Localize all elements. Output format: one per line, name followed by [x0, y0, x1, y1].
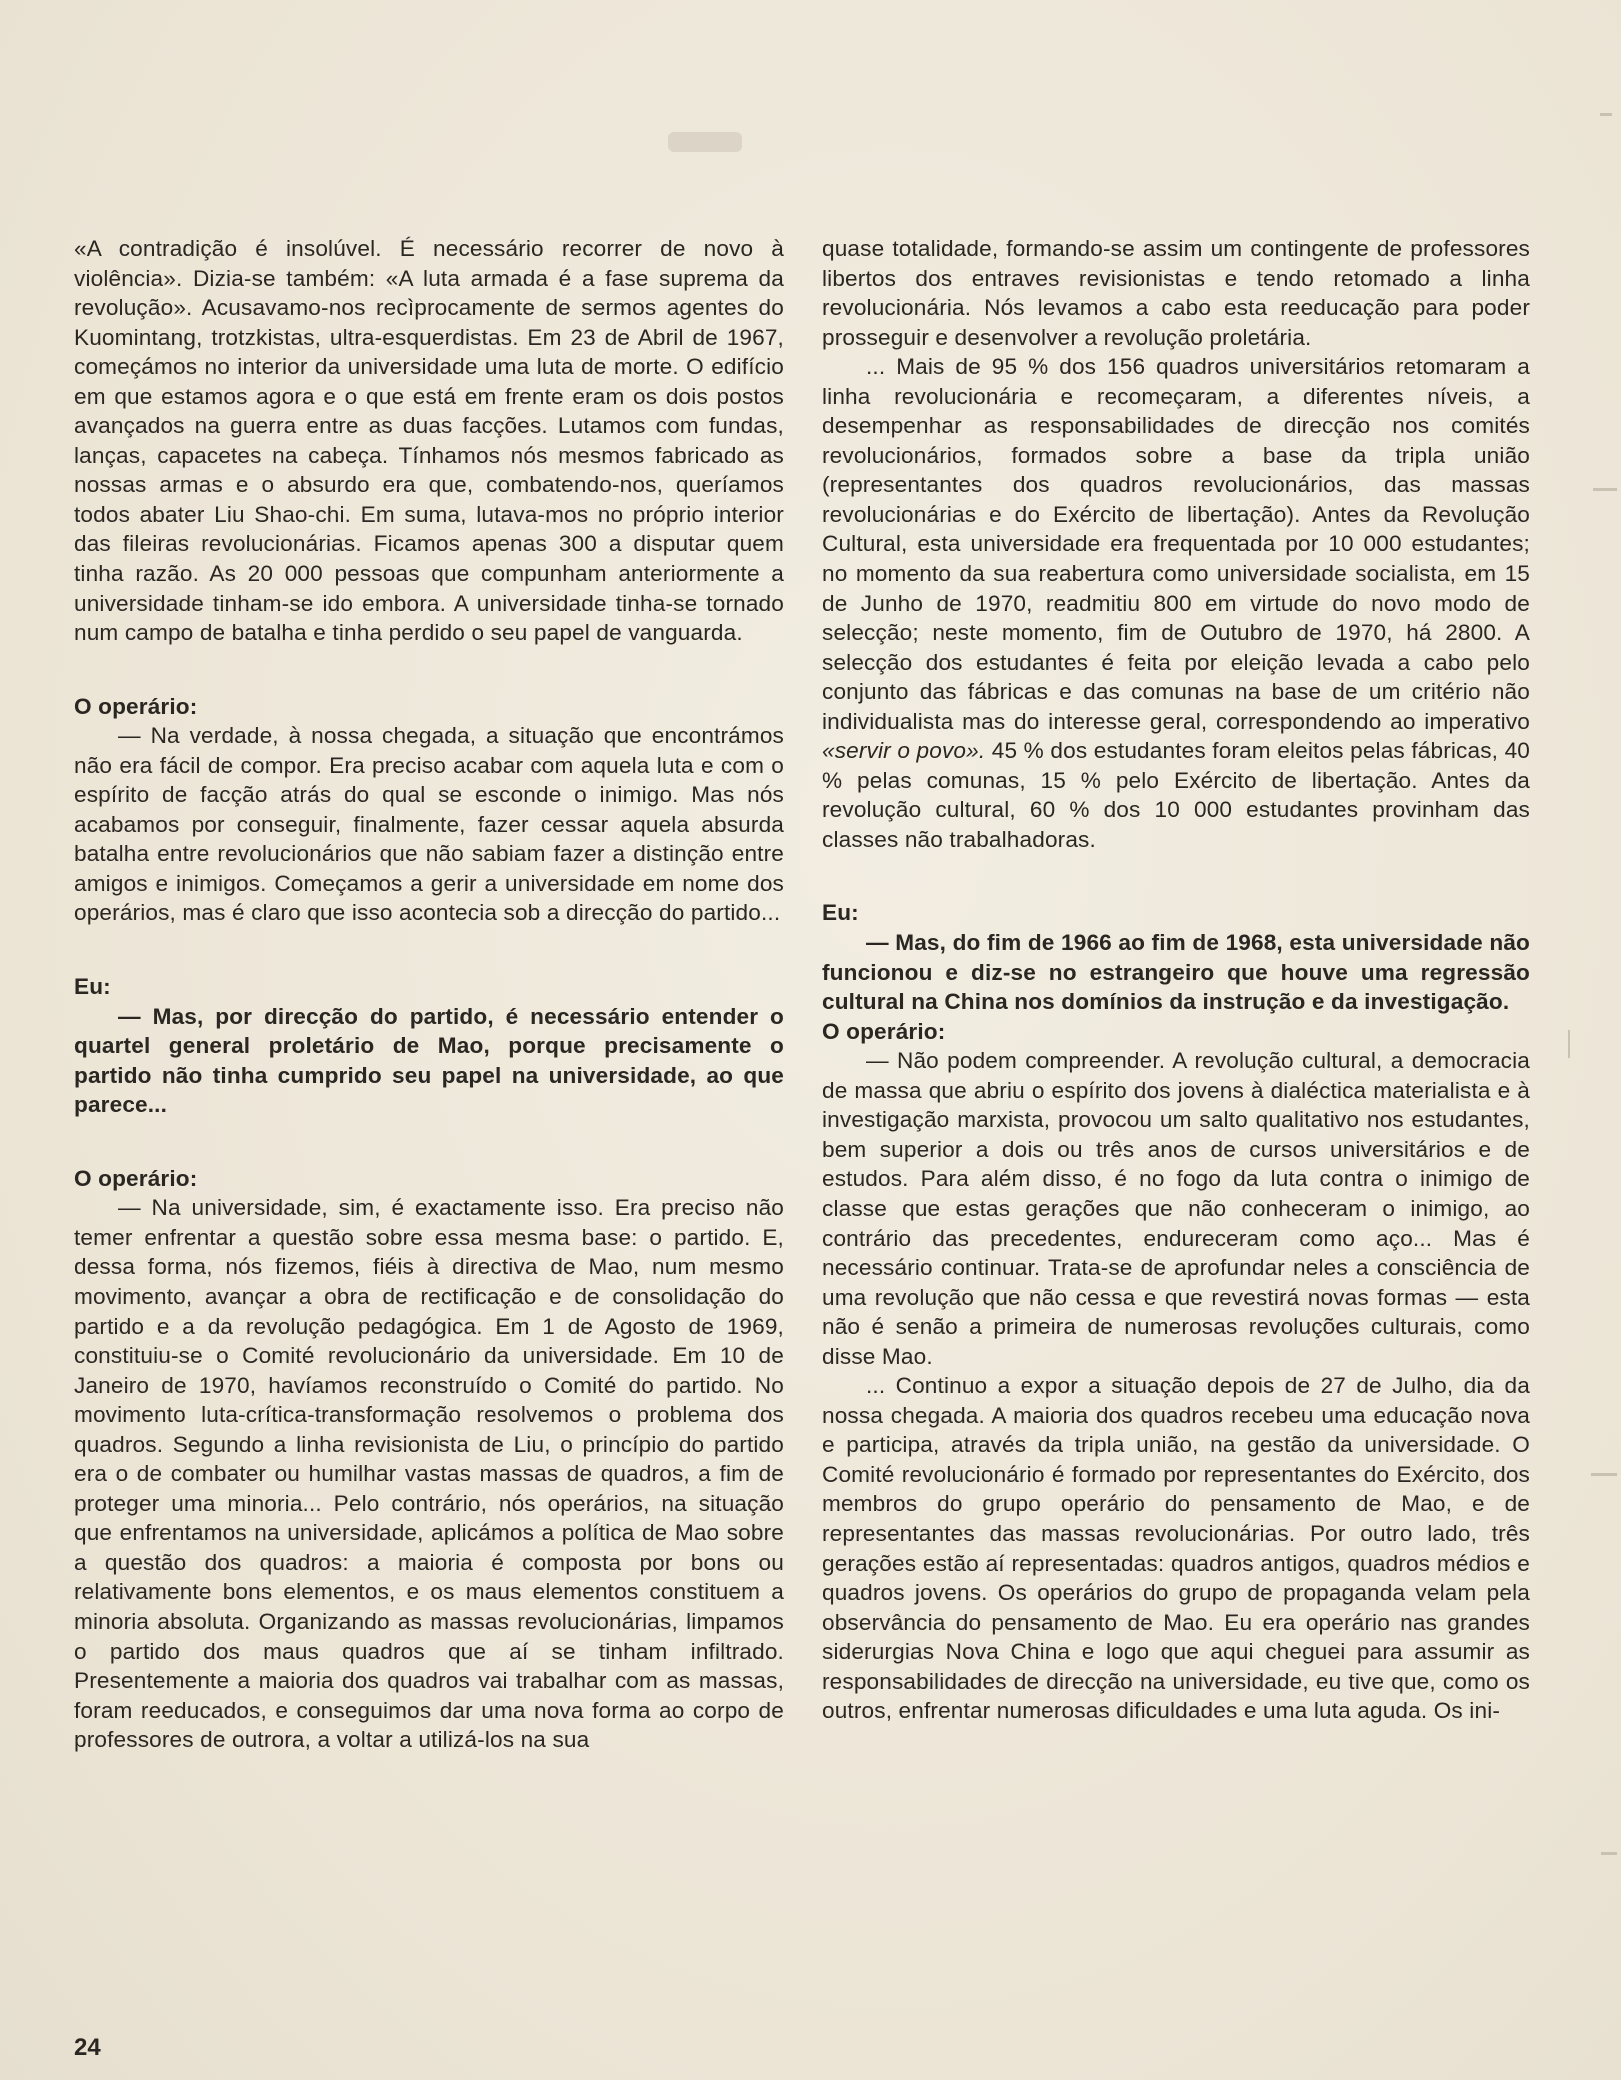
margin-mark [1591, 1473, 1617, 1476]
paragraph: — Não podem compreender. A revolução cultural, a democracia de massa que abriu o espírito dos jovens à dialéctica materialista e à investigação marxista, provocou um salto qualitativo nos estudantes, bem superior a dois ou três anos de cursos universitários e de estudos. Para além disso, é no fogo da luta contra o inimigo de classe que estas gerações que não conheceram o inimigo, ao contrário das precedentes, endureceram como aço... Mas é necessário continuar. Trata-se de aprofundar neles a consciência de uma revolução que não cessa e que revestirá novas formas — esta não é senão a primeira de numerosas revoluções culturais, como disse Mao. [822, 1048, 1530, 1369]
paragraph: — Na verdade, à nossa chegada, a situação que encontrámos não era fácil de compor. Era preciso acabar com aquela luta e com o espírito de facção atrás do qual se esconde o inimigo. Mas nós acabamos por conseguir, finalmente, fazer cessar aquela absurda batalha entre revolucionários que não sabiam fazer a distinção entre amigos e inimigos. Começamos a gerir a universidade em nome dos operários, mas é claro que isso acontecia sob a direcção do partido... [74, 723, 784, 926]
speaker-label: Eu: [822, 900, 859, 926]
speaker-label: O operário: [74, 1165, 198, 1191]
margin-mark [1568, 1030, 1570, 1058]
speaker-label: O operário: [74, 693, 198, 719]
paragraph-text: ... Mais de 95 % dos 156 quadros universitários retomaram a linha revolucionária e recomeçaram, a diferentes níveis, a desempenhar as responsabilidades de direcção nos comités revolucionários, formados sobre a base da tripla união (representantes dos quadros revolucionários, das massas revolucionárias e do Exército de libertação). Antes da Revolução Cultural, esta universidade era frequentada por 10 000 estudantes; no momento da sua reabertura como universidade socialista, em 15 de Junho de 1970, readmitiu 800 em virtude do novo modo de selecção; neste momento, fim de Outubro de 1970, há 2800. A selecção dos estudantes é feita por eleição levada a cabo pelo conjunto das fábricas e das comunas na base de um critério não individualista mas do interesse geral, correspondendo ao imperativo [822, 354, 1530, 734]
page-number: 24 [74, 2034, 101, 2061]
speaker-label: Eu: [74, 974, 111, 1000]
margin-mark [1601, 1852, 1617, 1855]
speaker-label: O operário: [822, 1018, 946, 1044]
paragraph: «A contradição é insolúvel. É necessário recorrer de novo à violência». Dizia-se também: «A luta armada é a fase suprema da revolução». Acusavamo-nos recìprocamente de sermos agentes do Kuomintang, trotzkistas, ultra-esquerdistas. Em 23 de Abril de 1967, começámos no interior da universidade uma luta de morte. O edifício em que estamos agora e o que está em frente eram os dois postos avançados na guerra entre as duas facções. Lutamos com fundas, lanças, capacetes na cabeça. Tínhamos nós mesmos fabricado as nossas armas e o absurdo era que, combatendo-nos, queríamos todos abater Liu Shao-chi. Em suma, lutava-mos no próprio interior das fileiras revolucionárias. Ficamos apenas 300 a disputar quem tinha razão. As 20 000 pessoas que compunham anteriormente a universidade tinham-se ido embora. A universidade tinha-se tornado num campo de batalha e tinha perdido o seu papel de vanguarda. [74, 236, 784, 646]
paragraph [822, 352, 1530, 854]
margin-mark [1593, 488, 1617, 491]
paragraph-text: 45 % dos estudantes foram eleitos pelas fábricas, 40 % pelas comunas, 15 % pelo Exército de libertação. Antes da revolução cultural, 60 % dos 10 000 estudantes provinham das classes não trabalhadoras. [822, 738, 1530, 852]
paragraph: quase totalidade, formando-se assim um contingente de professores libertos dos entraves revisionistas e tendo retomado a linha revolucionária. Nós levamos a cabo esta reeducação para poder prosseguir e desenvolver a revolução proletária. [822, 236, 1530, 350]
quote-text: «servir o povo». [822, 738, 986, 764]
question-paragraph: — Mas, do fim de 1966 ao fim de 1968, esta universidade não funcionou e diz-se no estrangeiro que houve uma regressão cultural na China nos domínios da instrução e da investigação. [822, 930, 1530, 1015]
question-paragraph: — Mas, por direcção do partido, é necessário entender o quartel general proletário de Mao, porque precisamente o partido não tinha cumprido seu papel na universidade, ao que parece... [74, 1003, 784, 1118]
margin-mark [1600, 113, 1612, 116]
left-column [74, 234, 784, 1755]
paragraph: ... Continuo a expor a situação depois de 27 de Julho, dia da nossa chegada. A maioria dos quadros recebeu uma educação nova e participa, através da tripla união, na gestão da universidade. O Comité revolucionário é formado por representantes do Exército, dos membros do grupo operário do pensamento de Mao, e de representantes das massas revolucionárias. Por outro lado, três gerações estão aí representadas: quadros antigos, quadros médios e quadros jovens. Os operários do grupo de propaganda velam pela observância do pensamento de Mao. Eu era operário nas grandes siderurgias Nova China e logo que aqui cheguei para assumir as responsabilidades de direcção na universidade, eu tive que, como os outros, enfrentar numerosas dificuldades e uma luta aguda. Os ini- [822, 1373, 1530, 1724]
paragraph: — Na universidade, sim, é exactamente isso. Era preciso não temer enfrentar a questão sobre essa mesma base: o partido. E, dessa forma, nós fizemos, fiéis à directiva de Mao, num mesmo movimento, avançar a obra de rectificação e de consolidação do partido e a da revolução pedagógica. Em 1 de Agosto de 1969, constituiu-se o Comité revolucionário da universidade. Em 10 de Janeiro de 1970, havíamos reconstruído o Comité do partido. No movimento luta-crítica-transformação resolvemos o problema dos quadros. Segundo a linha revisionista de Liu, o princípio do partido era o de combater ou humilhar vastas massas de quadros, a fim de proteger uma minoria... Pelo contrário, nós operários, na situação que enfrentamos na universidade, aplicámos a política de Mao sobre a questão dos quadros: a maioria é composta por bons ou relativamente bons elementos, e os maus elementos constituem a minoria absoluta. Organizando as massas revolucionárias, limpamos o partido dos maus quadros que aí se tinham infiltrado. Presentemente a maioria dos quadros vai trabalhar com as massas, foram reeducados, e conseguimos dar uma nova forma ao corpo de professores de outrora, a voltar a utilizá-los na sua [74, 1195, 784, 1753]
right-column [822, 234, 1530, 1726]
scan-smudge [668, 132, 742, 152]
